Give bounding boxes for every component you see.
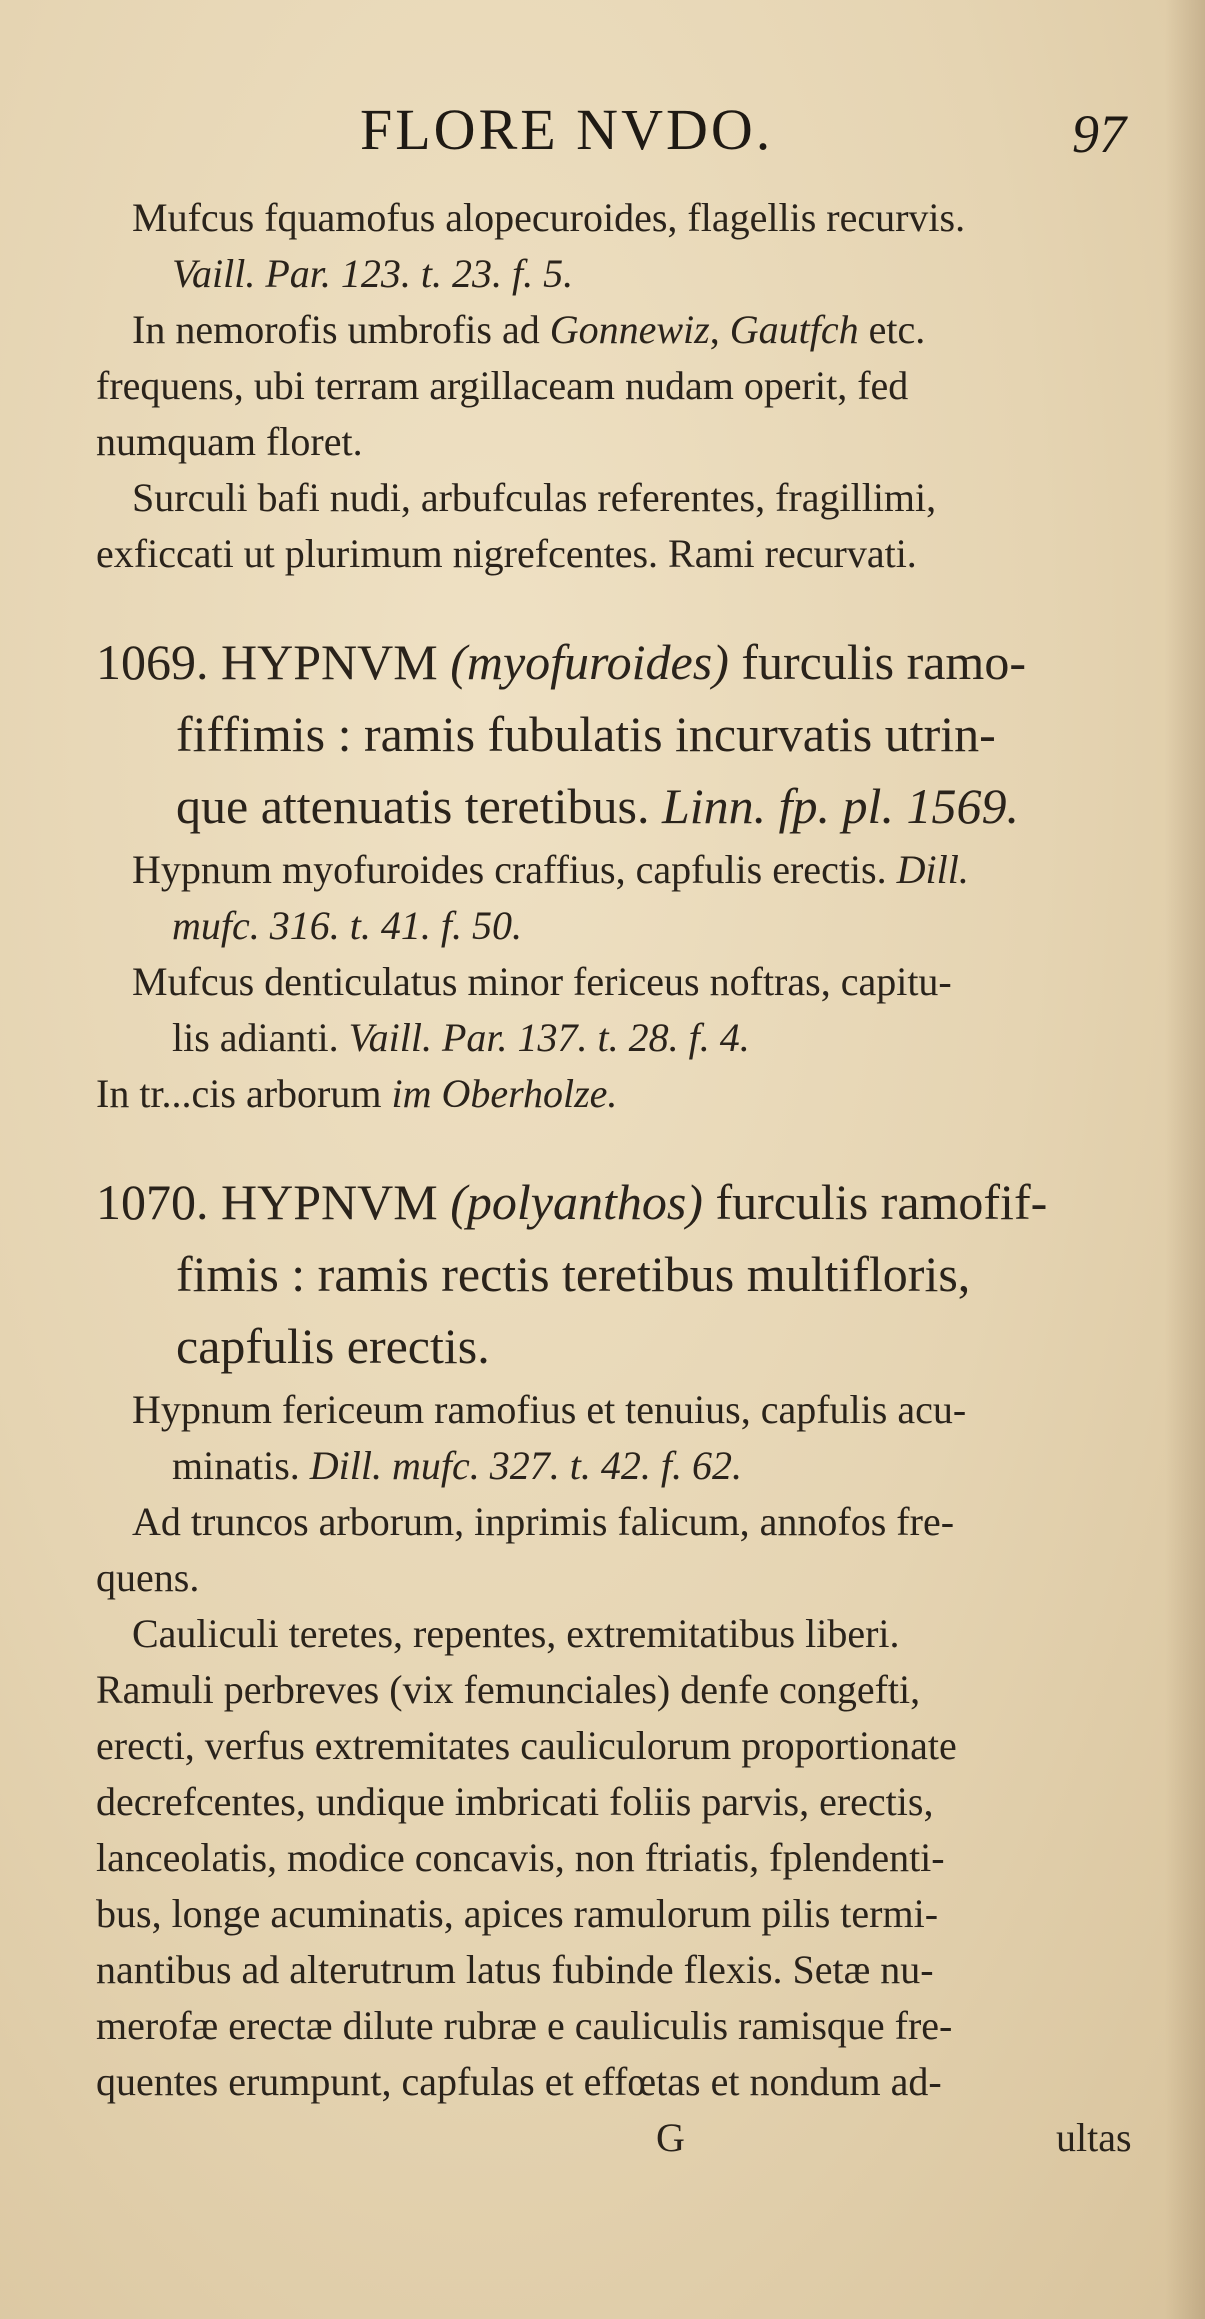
- citation-text: Vaill. Par. 123. t. 23. f. 5.: [172, 251, 574, 296]
- line-text: capfulis erectis.: [176, 1318, 490, 1374]
- genus-name: HYPNVM: [208, 1174, 451, 1230]
- running-head: [0, 97, 1205, 164]
- line-text: minatis.: [172, 1443, 310, 1488]
- genus-name: HYPNVM: [208, 634, 451, 690]
- line-text: nantibus ad alterutrum latus fubinde flexis. Setæ nu-: [96, 1947, 934, 1992]
- text-line: [96, 190, 1136, 246]
- text-line: [96, 1718, 1136, 1774]
- place-name: im Oberholze.: [391, 1071, 618, 1116]
- entry-1070-diagnosis: [96, 1310, 1136, 1382]
- citation-text: Vaill. Par. 137. t. 28. f. 4.: [348, 1015, 750, 1060]
- line-text: furculis ramofif-: [702, 1174, 1048, 1230]
- line-text: fimis : ramis rectis teretibus multifloris,: [176, 1246, 971, 1302]
- line-text: merofæ erectæ dilute rubræ e cauliculis ramisque fre-: [96, 2003, 953, 2048]
- text-line: [96, 414, 1136, 470]
- line-text: Hypnum myofuroides craffius, capfulis erectis.: [132, 847, 897, 892]
- citation-text: Dill.: [896, 847, 969, 892]
- place-name: Gonnewiz: [549, 307, 710, 352]
- text-line: [96, 246, 1136, 302]
- line-text: lanceolatis, modice concavis, non ftriatis, fplendenti-: [96, 1835, 945, 1880]
- running-title: FLORE NVDO.: [360, 97, 774, 162]
- line-text: Ad truncos arborum, inprimis falicum, annofos fre-: [132, 1499, 955, 1544]
- line-text: furculis ramo-: [728, 634, 1026, 690]
- text-line: [96, 1382, 1136, 1438]
- text-line: [96, 470, 1136, 526]
- text-line: [96, 842, 1136, 898]
- text-line: [96, 1942, 1136, 1998]
- text-line: [96, 2054, 1136, 2110]
- text-line: [96, 1010, 1136, 1066]
- page-number: 97: [1072, 104, 1126, 164]
- text-line: [96, 1066, 1136, 1122]
- text-line: [96, 954, 1136, 1010]
- entry-1069-heading: [96, 626, 1136, 698]
- entry-number: 1069.: [96, 634, 209, 690]
- line-text: In tr...cis arborum: [96, 1071, 392, 1116]
- line-text: decrefcentes, undique imbricati foliis parvis, erectis,: [96, 1779, 934, 1824]
- catchword: ultas: [1056, 2115, 1132, 2160]
- text-line: [96, 1494, 1136, 1550]
- text-line: [96, 1886, 1136, 1942]
- citation-text: Dill. mufc. 327. t. 42. f. 62.: [309, 1443, 742, 1488]
- line-text: Mufcus denticulatus minor fericeus noftras, capitu-: [132, 959, 952, 1004]
- signature-mark: G: [656, 2115, 685, 2160]
- text-line: [96, 898, 1136, 954]
- page-edge-shadow: [1165, 0, 1205, 2319]
- line-text: In nemorofis umbrofis ad: [132, 307, 550, 352]
- page-footer: [96, 2110, 1136, 2166]
- text-line: [96, 1662, 1136, 1718]
- line-text: Ramuli perbreves (vix femunciales) denfe congefti,: [96, 1667, 921, 1712]
- line-text: Cauliculi teretes, repentes, extremitatibus liberi.: [132, 1611, 900, 1656]
- line-text: frequens, ubi terram argillaceam nudam operit, fed: [96, 363, 909, 408]
- line-text: bus, longe acuminatis, apices ramulorum pilis termi-: [96, 1891, 939, 1936]
- text-line: [96, 358, 1136, 414]
- text-line: [96, 526, 1136, 582]
- text-block: [96, 190, 1136, 2166]
- line-text: quens.: [96, 1555, 200, 1600]
- species-epithet: (myofuroides): [450, 634, 729, 690]
- line-text: quentes erumpunt, capfulas et effœtas et nondum ad-: [96, 2059, 942, 2104]
- text-line: [96, 1998, 1136, 2054]
- line-text: lis adianti.: [172, 1015, 349, 1060]
- line-text: Hypnum fericeum ramofius et tenuius, capfulis acu-: [132, 1387, 967, 1432]
- entry-1070-diagnosis: [96, 1238, 1136, 1310]
- entry-number: 1070.: [96, 1174, 209, 1230]
- line-text: etc.: [858, 307, 926, 352]
- line-text: exficcati ut plurimum nigrefcentes. Rami recurvati.: [96, 531, 917, 576]
- line-text: fiffimis : ramis fubulatis incurvatis utrin-: [176, 706, 996, 762]
- text-line: [96, 1438, 1136, 1494]
- entry-1070-heading: [96, 1166, 1136, 1238]
- citation-text: mufc. 316. t. 41. f. 50.: [172, 903, 522, 948]
- species-epithet: (polyanthos): [450, 1174, 703, 1230]
- text-line: [96, 1774, 1136, 1830]
- line-text: numquam floret.: [96, 419, 363, 464]
- line-text: ,: [709, 307, 730, 352]
- spacer: [96, 582, 1136, 626]
- text-line: [96, 1550, 1136, 1606]
- line-text: que attenuatis teretibus.: [176, 778, 662, 834]
- entry-1069-diagnosis: [96, 770, 1136, 842]
- citation-text: Linn. fp. pl. 1569.: [661, 778, 1019, 834]
- place-name: Gautfch: [729, 307, 859, 352]
- spacer: [96, 1122, 1136, 1166]
- text-line: [96, 1830, 1136, 1886]
- line-text: erecti, verfus extremitates cauliculorum proportionate: [96, 1723, 957, 1768]
- text-line: [96, 302, 1136, 358]
- entry-1069-diagnosis: [96, 698, 1136, 770]
- line-text: Mufcus fquamofus alopecuroides, flagellis recurvis.: [132, 195, 966, 240]
- line-text: Surculi bafi nudi, arbufculas referentes, fragillimi,: [132, 475, 937, 520]
- text-line: [96, 1606, 1136, 1662]
